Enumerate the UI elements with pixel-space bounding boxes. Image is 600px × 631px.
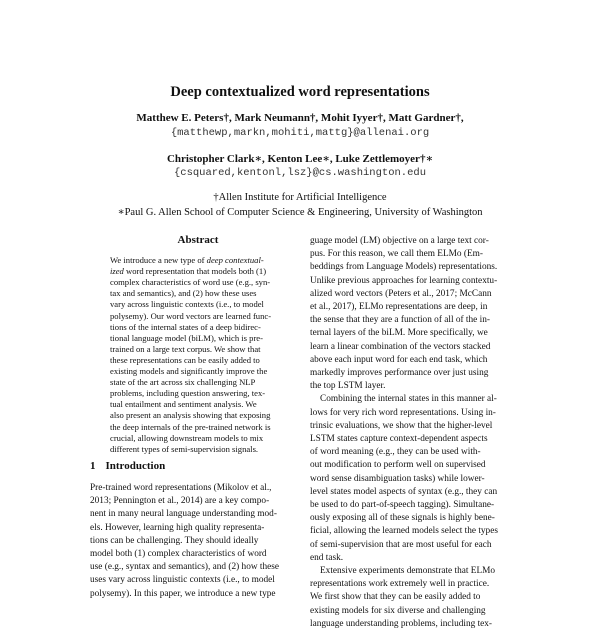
right-column-line: Extensive experiments demonstrate that ELMo [320,566,496,576]
right-column-line: ficial, allowing the learned models select the types [310,526,498,537]
abstract-heading: Abstract [177,234,219,246]
right-column-line: the sense that they are a function of all of the in- [310,315,490,326]
abstract-line: existing models and significantly improve the [110,366,268,376]
abstract-line: ized word representation that models both (1) [110,266,267,277]
right-column-line: above each input word for each end task, which [310,354,488,365]
right-column-line: end task. [310,552,344,563]
affiliation-2: ∗Paul G. Allen School of Computer Science & Engineering, University of Washington [117,207,483,218]
intro-line: tions can be challenging. They should ideally [90,535,259,546]
intro-line: 2013; Pennington et al., 2014) are a key compo- [90,496,270,507]
abstract-line: state of the art across six challenging NLP [110,377,256,388]
abstract-line: complex characteristics of word use (e.g., syn- [110,277,271,288]
right-column-line: Combining the internal states in this manner al- [320,394,497,405]
abstract-line: tional language model (biLM), which is pre- [110,332,263,343]
intro-line: use (e.g., syntax and semantics), and (2) how these [90,562,279,573]
right-column-line: Unlike previous approaches for learning contextu- [310,275,498,286]
right-column-line: representations work extremely well in practice. [310,579,490,590]
right-column-line: guage model (LM) objective on a large text cor- [310,236,489,246]
intro-line: Pre-trained word representations (Mikolov et al., [90,483,272,493]
right-column-line: alized word vectors (Peters et al., 2017; McCann [310,288,492,299]
affiliation-1: †Allen Institute for Artificial Intelligence [213,192,387,203]
right-column-line: out modification to perform well on supervised [310,460,486,471]
right-column-line: level states model aspects of syntax (e.g., they can [310,486,498,497]
right-column-line: We first show that they can be easily added to [310,592,481,603]
right-column-line: language understanding problems, including tex- [310,618,493,629]
abstract-line: crucial, allowing downstream models to mix [110,432,264,443]
right-column-line: markedly improves performance over just using [310,368,489,378]
right-column-line: be used to do part-of-speech tagging). Simultane- [310,500,495,510]
right-column-line: of word meaning (e.g., they can be used with- [310,447,481,458]
abstract-line: different types of semi-supervision signals. [110,443,259,454]
right-column-line: lows for very rich word representations. Using in- [310,407,496,418]
intro-line: uses vary across linguistic contexts (i.e., to model [90,575,275,586]
abstract-line: the deep internals of the pre-trained network is [110,421,271,432]
right-column-line: trinsic evaluations, we show that the higher-level [310,420,493,431]
abstract-line: tions of the internal states of a deep bidirec- [110,321,261,332]
author-emails-2: {csquared,kentonl,lsz}@cs.washington.edu [173,167,427,179]
author-line-1: Matthew E. Peters†, Mark Neumann†, Mohit Iyyer†, Matt Gardner†, [136,112,464,124]
right-column-line: the top LSTM layer. [310,381,386,392]
right-column-line: of semi-supervision that are most useful for each [310,539,492,550]
right-column-line: pus. For this reason, we call them ELMo (Em- [310,249,483,260]
abstract-line: tax and semantics), and (2) how these uses [110,288,257,299]
author-emails-1: {matthewp,markn,mohiti,mattg}@allenai.org [170,127,430,139]
author-line-2: Christopher Clark∗, Kenton Lee∗, Luke Zettlemoyer†∗ [166,153,434,165]
abstract-line: also present an analysis showing that exposing [110,410,271,421]
abstract-line: tual entailment and sentiment analysis. We [110,399,257,410]
intro-line: model both (1) complex characteristics of word [90,549,267,559]
paper-title: Deep contextualized word representations [170,84,430,100]
abstract-line: vary across linguistic contexts (i.e., to model [110,299,264,310]
right-column-line: et al., 2017), ELMo representations are deep, in [310,302,488,312]
right-column-line: existing models for six diverse and challenging [310,605,486,616]
section-title: Introduction [105,460,166,472]
right-column-line: ternal layers of the biLM. More specifically, we [310,328,488,339]
abstract-line: trained on a large text corpus. We show that [110,343,261,354]
right-column-line: ously exposing all of these signals is highly bene- [310,513,495,524]
right-column-line: word sense disambiguation tasks) while lower- [310,473,485,484]
abstract-line: these representations can be easily added to [110,354,260,365]
abstract-line: problems, including question answering, tex- [110,388,266,399]
right-column-line: LSTM states capture context-dependent aspects [310,434,488,444]
right-column-line: beddings from Language Models) representations. [310,262,498,273]
section-heading-introduction [90,460,165,472]
right-column-line: learn a linear combination of the vectors stacked [310,341,491,352]
intro-line: nent in many neural language understanding mod- [90,509,277,520]
abstract-line: We introduce a new type of deep contextual- [110,255,264,265]
intro-line: els. However, learning high quality representa- [90,522,265,533]
section-number: 1 [90,460,96,472]
intro-line: polysemy). In this paper, we introduce a new type [90,588,276,599]
abstract-line: polysemy). Our word vectors are learned func- [110,310,272,321]
